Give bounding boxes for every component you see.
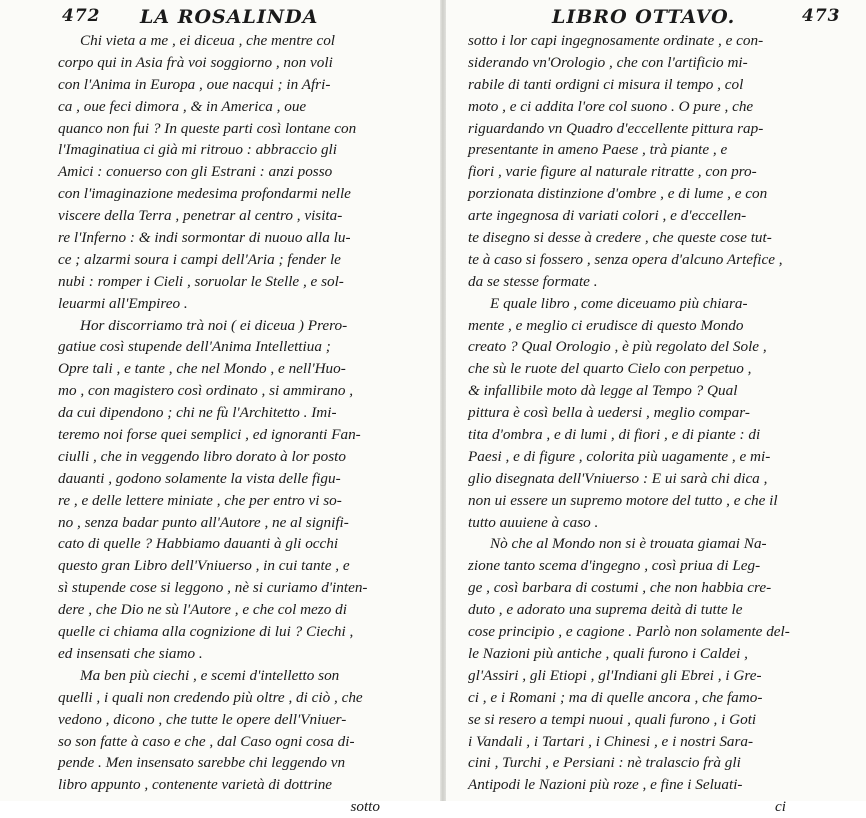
text-line: dauanti , godono solamente la vista delle figu- [58, 469, 341, 487]
right-running-head: LIBRO OTTAVO. [552, 6, 736, 28]
left-page-body [0, 30, 440, 818]
text-line: glio disegnata dell'Vniuerso : E ui sarà chi dica , [468, 469, 768, 487]
text-line: zione tanto scema d'ingegno , così priua di Leg- [468, 557, 761, 575]
text-line: le Nazioni più antiche , quali furono i Caldei , [468, 644, 748, 662]
right-page [446, 0, 866, 816]
text-line: cato di quelle ? Habbiamo dauanti à gli occhi [58, 535, 339, 553]
text-line: che sù le ruote del quarto Cielo con perpetuo , [468, 360, 752, 378]
text-line: Ma ben più ciechi , e scemi d'intelletto son [80, 666, 340, 684]
text-line: teremo noi forse quei semplici , ed ignoranti Fan- [58, 426, 361, 444]
text-line: ciulli , che in veggendo libro dorato à lor posto [58, 447, 346, 465]
text-line: tita d'ombra , e di lumi , di fiori , e di piante : di [468, 426, 761, 444]
text-line: Chi vieta a me , ei diceua , che mentre col [80, 32, 336, 49]
text-line: sotto i lor capi ingegnosamente ordinate , e con- [468, 32, 764, 49]
text-line: ce ; alzarmi soura i campi dell'Aria ; fender le [58, 250, 341, 268]
text-line: mente , e meglio ci erudisce di questo Mondo [468, 316, 744, 334]
text-line: nubi : romper i Cieli , soruolar le Stelle , e sol- [58, 272, 344, 290]
text-line: pittura è così bella à uedersi , meglio compar- [468, 404, 750, 422]
text-line: Opre tali , e tante , che nel Mondo , e nell'Huo- [58, 360, 346, 378]
text-line: Antipodi le Nazioni più roze , e fine i Seluati- [468, 776, 743, 794]
text-line: ed insensati che siamo . [58, 644, 203, 662]
text-line: da cui dipendono ; chi ne fù l'Architetto . Imi- [58, 404, 337, 422]
text-line: gatiue così stupende dell'Anima Intellettiua ; [58, 338, 331, 356]
text-line: vedono , dicono , che tutte le opere dell'Vniuer- [58, 710, 347, 728]
text-line: Nò che al Mondo non si è trouata giamai Na- [490, 535, 767, 553]
text-line: rabile di tanti ordigni ci misura il tempo , col [468, 75, 744, 93]
left-page-header [0, 0, 440, 30]
text-line: l'Imaginatiua ci già mi ritrouo : abbraccio gli [58, 141, 337, 159]
text-line: se si resero a tempi nuoui , quali furono , i Goti [468, 710, 757, 728]
catchword: sotto [350, 798, 380, 816]
right-page-body [446, 30, 866, 818]
text-line: gl'Assiri , gli Etiopi , gl'Indiani gli Ebrei , i Gre- [468, 666, 762, 684]
text-line: ci , e i Romani ; ma di quelle ancora , che famo- [468, 688, 763, 706]
text-line: viscere della Terra , penetrar al centro , visita- [58, 207, 343, 225]
text-line: libro appunto , contenente varietà di dottrine [58, 776, 333, 794]
text-line: arte ingegnosa di variati colori , e d'eccellen- [468, 207, 747, 225]
text-line: mo , con magistero così ordinato , si ammirano , [58, 382, 354, 400]
text-line: Hor discorriamo trà noi ( ei diceua ) Prero- [80, 316, 348, 334]
left-running-head: LA ROSALINDA [140, 6, 319, 28]
text-line: con l'Anima in Europa , oue nacqui ; in Afri- [58, 75, 331, 93]
right-page-number: 473 [802, 6, 841, 26]
text-line: quelli , i quali non credendo più oltre , di ciò , che [58, 688, 363, 706]
text-line: fiori , varie figure al naturale ritratte , con pro- [468, 163, 757, 181]
text-line: quelle ci chiama alla cognizione di lui ? Ciechi , [58, 623, 354, 641]
text-line: leuarmi all'Empireo . [58, 294, 188, 312]
text-line: dere , che Dio ne sù l'Autore , e che col mezo di [58, 601, 347, 619]
text-line: duto , e adorato una suprema deità di tutte le [468, 601, 743, 619]
text-line: quanco non fui ? In queste parti così lontane con [58, 119, 357, 137]
text-line: & infallibile moto dà legge al Tempo ? Qual [468, 382, 738, 400]
text-line: sì stupende cose si leggono , nè si curiamo d'inten- [58, 579, 368, 597]
text-line: Amici : conuerso con gli Estrani : anzi posso [58, 163, 333, 181]
text-line: te à caso si fossero , senza opera d'alcuno Artefice , [468, 250, 783, 268]
text-line: questo gran Libro dell'Vniuerso , in cui tante , e [58, 557, 350, 575]
text-line: cose principio , e cagione . Parlò non solamente del- [468, 623, 790, 641]
catchword: ci [775, 798, 786, 816]
text-line: non ui essere un supremo motore del tutto , e che il [468, 491, 778, 509]
text-line: da se stesse formate . [468, 272, 598, 290]
text-line: moto , e ci addita l'ore col suono . O pure , che [468, 97, 754, 115]
text-line: ca , oue feci dimora , & in America , oue [58, 97, 307, 115]
right-page-header [446, 0, 866, 30]
text-line: re l'Inferno : & indi sormontar di nuouo alla lu- [58, 229, 351, 247]
left-page-number: 472 [62, 6, 101, 26]
text-line: tutto auuiene à caso . [468, 513, 599, 531]
text-line: te disegno si desse à credere , che queste cose tut- [468, 229, 772, 247]
text-line: E quale libro , come diceuamo più chiara- [490, 294, 748, 312]
text-line: porzionata distinzione d'ombre , e di lume , e con [468, 185, 768, 203]
text-line: ge , così barbara di costumi , che non habbia cre- [468, 579, 772, 597]
text-line: re , e delle lettere miniate , che per entro vi so- [58, 491, 342, 509]
text-line: con l'imaginazione medesima profondarmi nelle [58, 185, 351, 203]
text-line: i Vandali , i Tartari , i Chinesi , e i nostri Sara- [468, 732, 754, 750]
text-line: creato ? Qual Orologio , è più regolato del Sole , [468, 338, 767, 356]
text-line: corpo qui in Asia frà voi soggiorno , non voli [58, 53, 333, 71]
text-line: Paesi , e di figure , colorita più uagamente , e mi- [468, 447, 771, 465]
text-line: siderando vn'Orologio , che con l'artificio mi- [468, 53, 748, 71]
text-line: presentante in ameno Paese , trà piante , e [468, 141, 728, 159]
text-line: pende . Men insensato sarebbe chi leggendo vn [58, 754, 346, 772]
text-line: no , senza badar punto all'Autore , ne al signifi- [58, 513, 349, 531]
text-line: cini , Turchi , e Persiani : nè tralascio frà gli [468, 754, 741, 772]
text-line: so son fatte à caso e che , dal Caso ogni cosa di- [58, 732, 355, 750]
text-line: riguardando vn Quadro d'eccellente pittura rap- [468, 119, 764, 137]
